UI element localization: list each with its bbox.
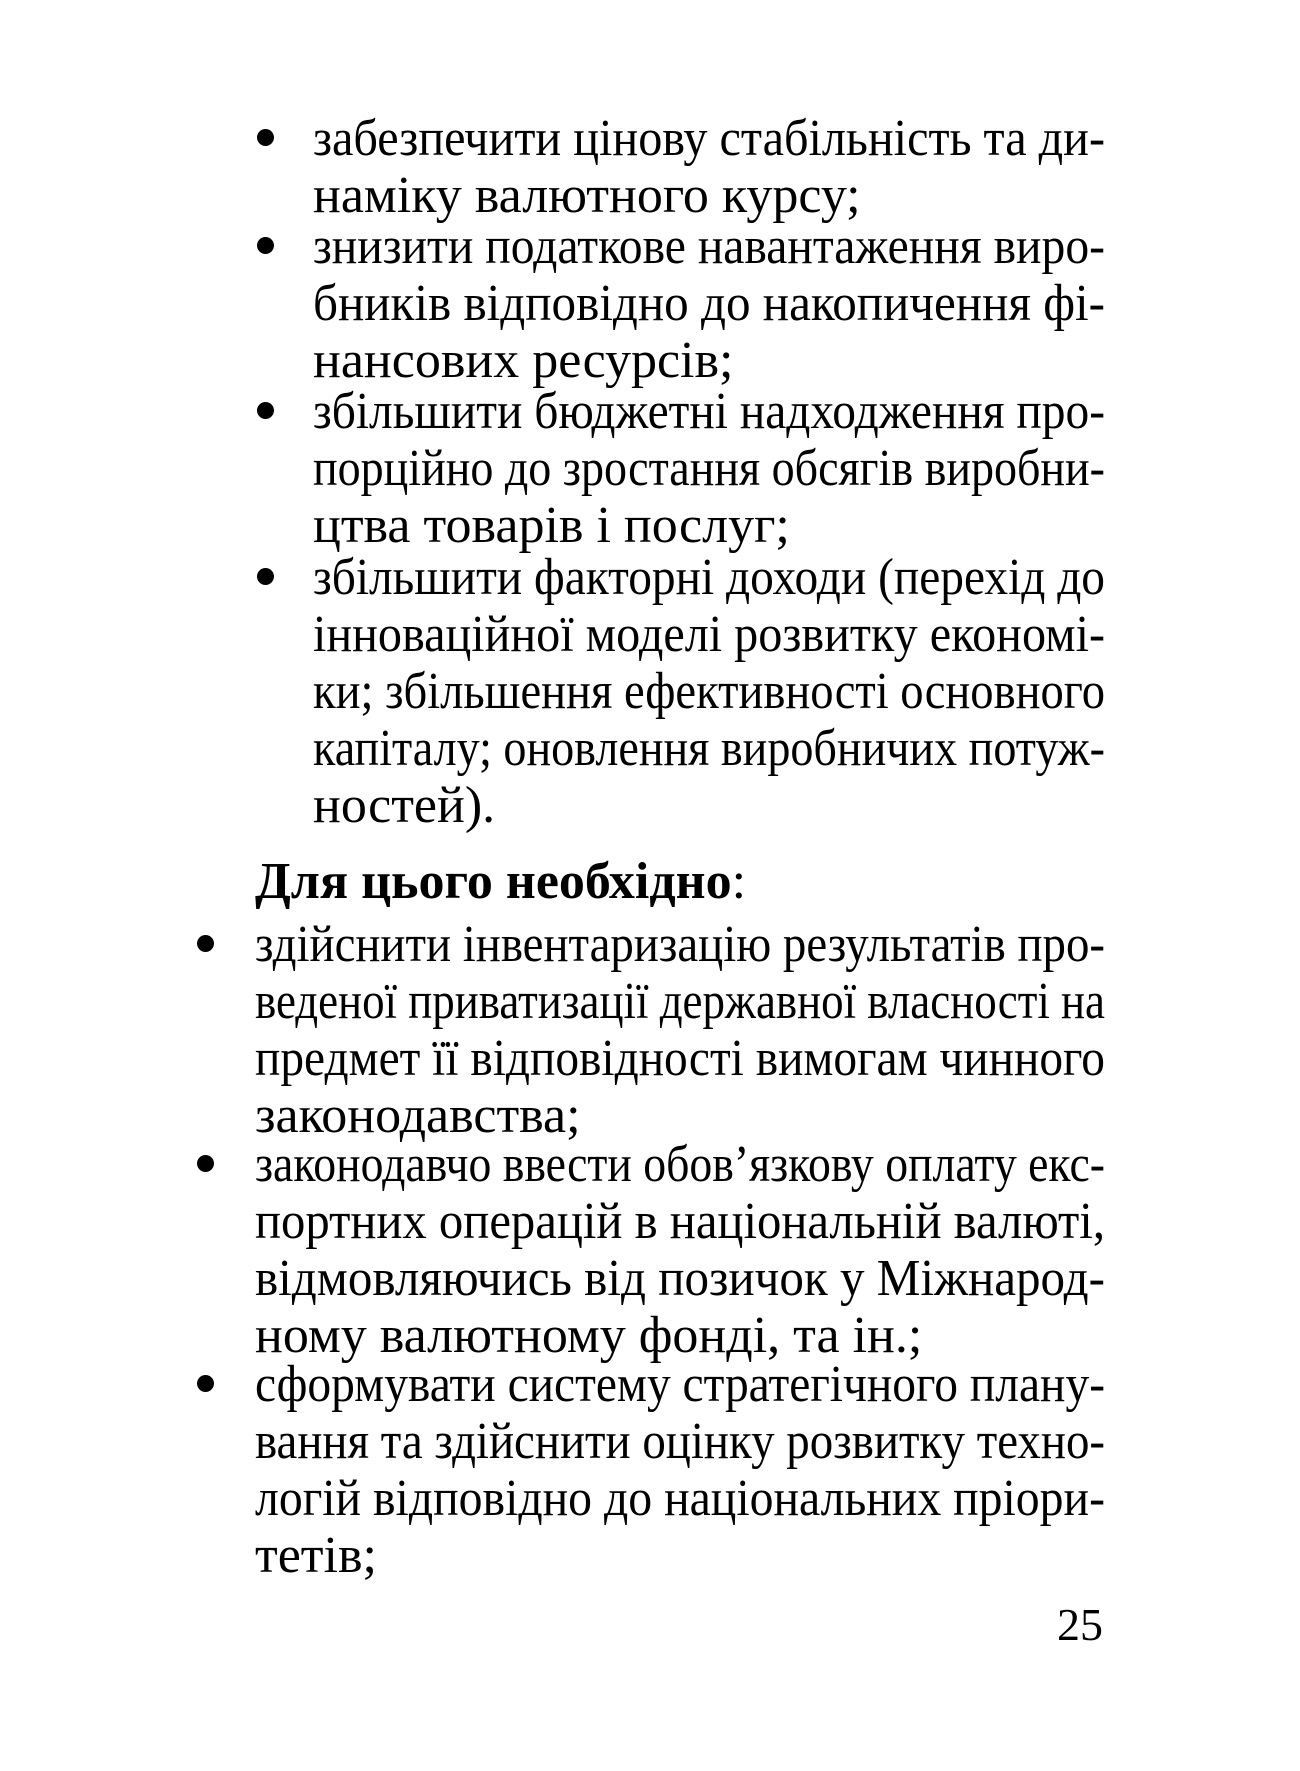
bullet-icon bbox=[257, 237, 274, 254]
list-item-line: портних операцій в національній валюті, bbox=[255, 1193, 1105, 1250]
section-heading bbox=[255, 853, 746, 911]
list-item-line: збільшити факторні доходи (перехід до bbox=[313, 549, 1105, 606]
list-item-line: законодавства; bbox=[255, 1087, 581, 1144]
list-item-line: забезпечити цінову стабільність та ди- bbox=[313, 110, 1105, 167]
list-item-line: знизити податкове навантаження виро- bbox=[313, 218, 1105, 275]
list-item-line: вання та здійснити оцінку розвитку техно- bbox=[255, 1413, 1105, 1470]
page-number: 25 bbox=[1057, 1599, 1103, 1650]
list-item-line: цтва товарів і послуг; bbox=[313, 497, 790, 554]
bullet-icon bbox=[257, 129, 274, 146]
list-item-line: законодавчо ввести обов’язкову оплату екс- bbox=[255, 1136, 1105, 1193]
list-item-line: бників відповідно до накопичення фі- bbox=[313, 275, 1105, 332]
bullet-icon bbox=[257, 402, 274, 419]
list-item-line: нансових ресурсів; bbox=[313, 332, 734, 389]
bullet-icon bbox=[197, 1375, 214, 1392]
list-item-line: ному валютному фонді, та ін.; bbox=[255, 1307, 923, 1364]
bullet-icon bbox=[197, 1155, 214, 1172]
bullet-icon bbox=[197, 935, 214, 952]
list-item-line: ностей). bbox=[313, 777, 496, 834]
list-item-line: сформувати систему стратегічного плану- bbox=[255, 1356, 1105, 1413]
list-item-line: логій відповідно до національних пріори- bbox=[255, 1470, 1105, 1527]
list-item-line: ки; збільшення ефективності основного bbox=[313, 663, 1105, 720]
list-item-line: предмет її відповідності вимогам чинного bbox=[255, 1030, 1105, 1087]
list-item-line: тетів; bbox=[255, 1527, 377, 1584]
list-item-line: порційно до зростання обсягів виробни- bbox=[313, 440, 1105, 497]
list-item-line: збільшити бюджетні надходження про- bbox=[313, 383, 1105, 440]
bullet-icon bbox=[257, 568, 274, 585]
section-heading-text: Для цього необхідно bbox=[255, 853, 732, 910]
list-item-line: інноваційної моделі розвитку економі- bbox=[313, 606, 1105, 663]
list-item-line: наміку валютного курсу; bbox=[313, 167, 861, 224]
list-item-line: здійснити інвентаризацію результатів про- bbox=[255, 916, 1105, 973]
list-item-line: відмовляючись від позичок у Міжнарод- bbox=[255, 1250, 1105, 1307]
list-item-line: веденої приватизації державної власності на bbox=[255, 973, 1105, 1030]
section-heading-colon: : bbox=[731, 853, 747, 910]
list-item-line: капіталу; оновлення виробничих потуж- bbox=[313, 720, 1105, 777]
